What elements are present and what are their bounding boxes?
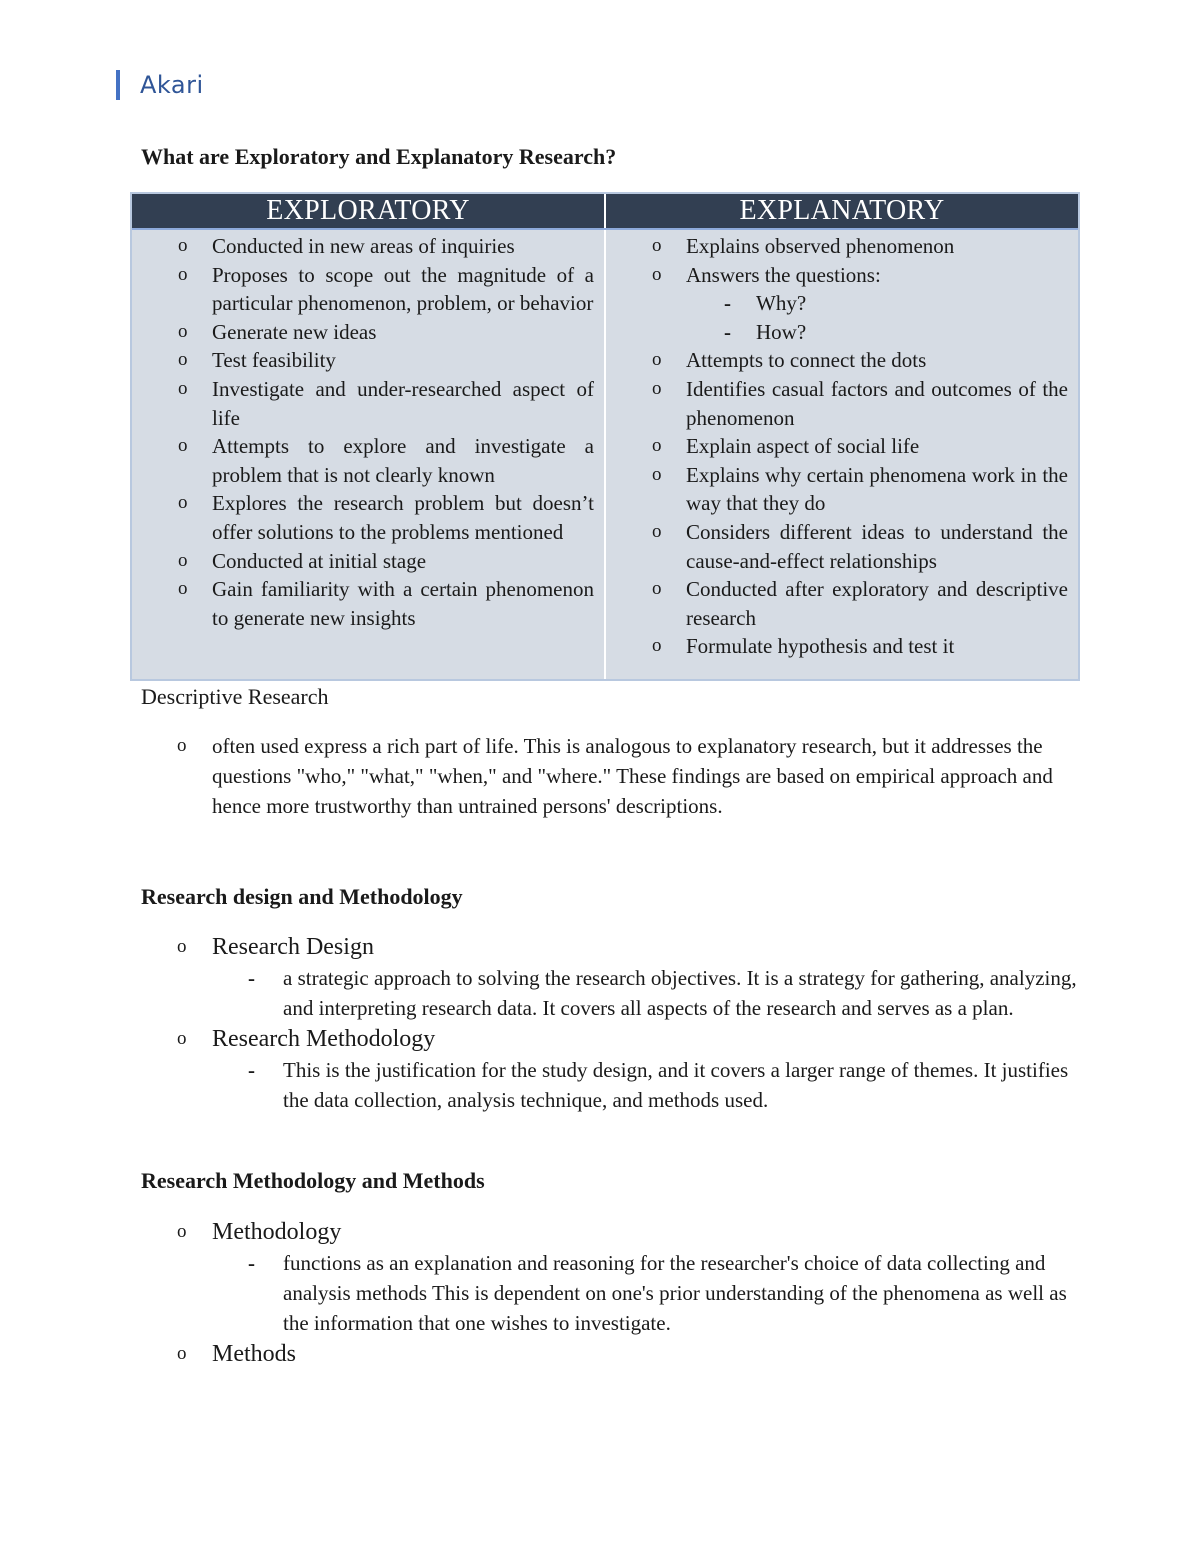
descriptive-section [141, 731, 1081, 821]
page-header [116, 70, 204, 100]
table-header-row [132, 194, 1078, 230]
author-name: Akari [140, 71, 204, 99]
item-title: Research Design [212, 934, 374, 960]
explanatory-list [606, 232, 1068, 661]
list-item: o Explains why certain phenomena work in the way that they do [606, 461, 1068, 518]
list-item: o Conducted in new areas of inquiries [132, 232, 594, 261]
design-heading: Research design and Methodology [141, 884, 463, 909]
list-item: o Generate new ideas [132, 318, 594, 347]
sub-item: - How? [686, 318, 1068, 347]
item-title: Methods [212, 1341, 296, 1367]
sub-item: - a strategic approach to solving the research objectives. It is a strategy for gathering, analyzing, and interpreting research data. It covers all aspects of the research and serves as a plan. [212, 963, 1081, 1023]
comparison-table [130, 192, 1080, 681]
exploratory-column [132, 230, 606, 679]
detail-sublist [212, 963, 1081, 1023]
exploratory-list [132, 232, 594, 632]
list-item: o Conducted at initial stage [132, 547, 594, 576]
methods-list [141, 1216, 1081, 1370]
list-item: o Explains observed phenomenon [606, 232, 1068, 261]
question-sublist [686, 289, 1068, 346]
list-item: o Attempts to connect the dots [606, 346, 1068, 375]
list-item: o Proposes to scope out the magnitude of a particular phenomenon, problem, or behavior [132, 261, 594, 318]
column-header-explanatory: EXPLANATORY [739, 195, 945, 226]
item-title: Research Methodology [212, 1026, 436, 1052]
list-item: o Explores the research problem but doesn’t offer solutions to the problems mentioned [132, 489, 594, 546]
page-title: What are Exploratory and Explanatory Research? [141, 144, 617, 169]
list-item: o Test feasibility [132, 346, 594, 375]
list-item-questions [606, 261, 1068, 347]
sub-item: - functions as an explanation and reasoning for the researcher's choice of data collecting and analysis methods This is dependent on one's prior understanding of the phenomena as well as the information that one wishes to investigate. [212, 1248, 1081, 1338]
list-item-research-design [141, 931, 1081, 1023]
list-item: o often used express a rich part of life. This is analogous to explanatory research, but it addresses the questions "who," "what," "when," and "where." These findings are based on empirical approach and hence more trustworthy than untrained persons' descriptions. [141, 731, 1081, 821]
list-item: o Formulate hypothesis and test it [606, 632, 1068, 661]
list-item: o Gain familiarity with a certain phenomenon to generate new insights [132, 575, 594, 632]
list-item: o Explain aspect of social life [606, 432, 1068, 461]
design-list [141, 931, 1081, 1115]
list-item: o Identifies casual factors and outcomes of the phenomenon [606, 375, 1068, 432]
methods-heading: Research Methodology and Methods [141, 1168, 485, 1193]
list-item: o Conducted after exploratory and descriptive research [606, 575, 1068, 632]
descriptive-list [141, 731, 1081, 821]
list-item: o Investigate and under-researched aspect of life [132, 375, 594, 432]
methods-section [141, 1216, 1081, 1370]
list-item-methodology [141, 1216, 1081, 1338]
detail-sublist [212, 1248, 1081, 1338]
list-item-research-methodology [141, 1023, 1081, 1115]
table-body [132, 230, 1078, 679]
explanatory-column [606, 230, 1078, 679]
descriptive-heading: Descriptive Research [141, 684, 329, 709]
item-title: Methodology [212, 1219, 342, 1245]
list-item-text: Answers the questions: [686, 262, 881, 287]
sub-item: - This is the justification for the study design, and it covers a larger range of themes. It justifies the data collection, analysis technique, and methods used. [212, 1055, 1081, 1115]
list-item-methods [141, 1338, 1081, 1370]
header-accent-bar [116, 70, 120, 100]
design-section [141, 931, 1081, 1115]
detail-sublist [212, 1055, 1081, 1115]
list-item: o Attempts to explore and investigate a problem that is not clearly known [132, 432, 594, 489]
list-item: o Considers different ideas to understand the cause-and-effect relationships [606, 518, 1068, 575]
sub-item: - Why? [686, 289, 1068, 318]
column-header-exploratory: EXPLORATORY [132, 194, 606, 228]
